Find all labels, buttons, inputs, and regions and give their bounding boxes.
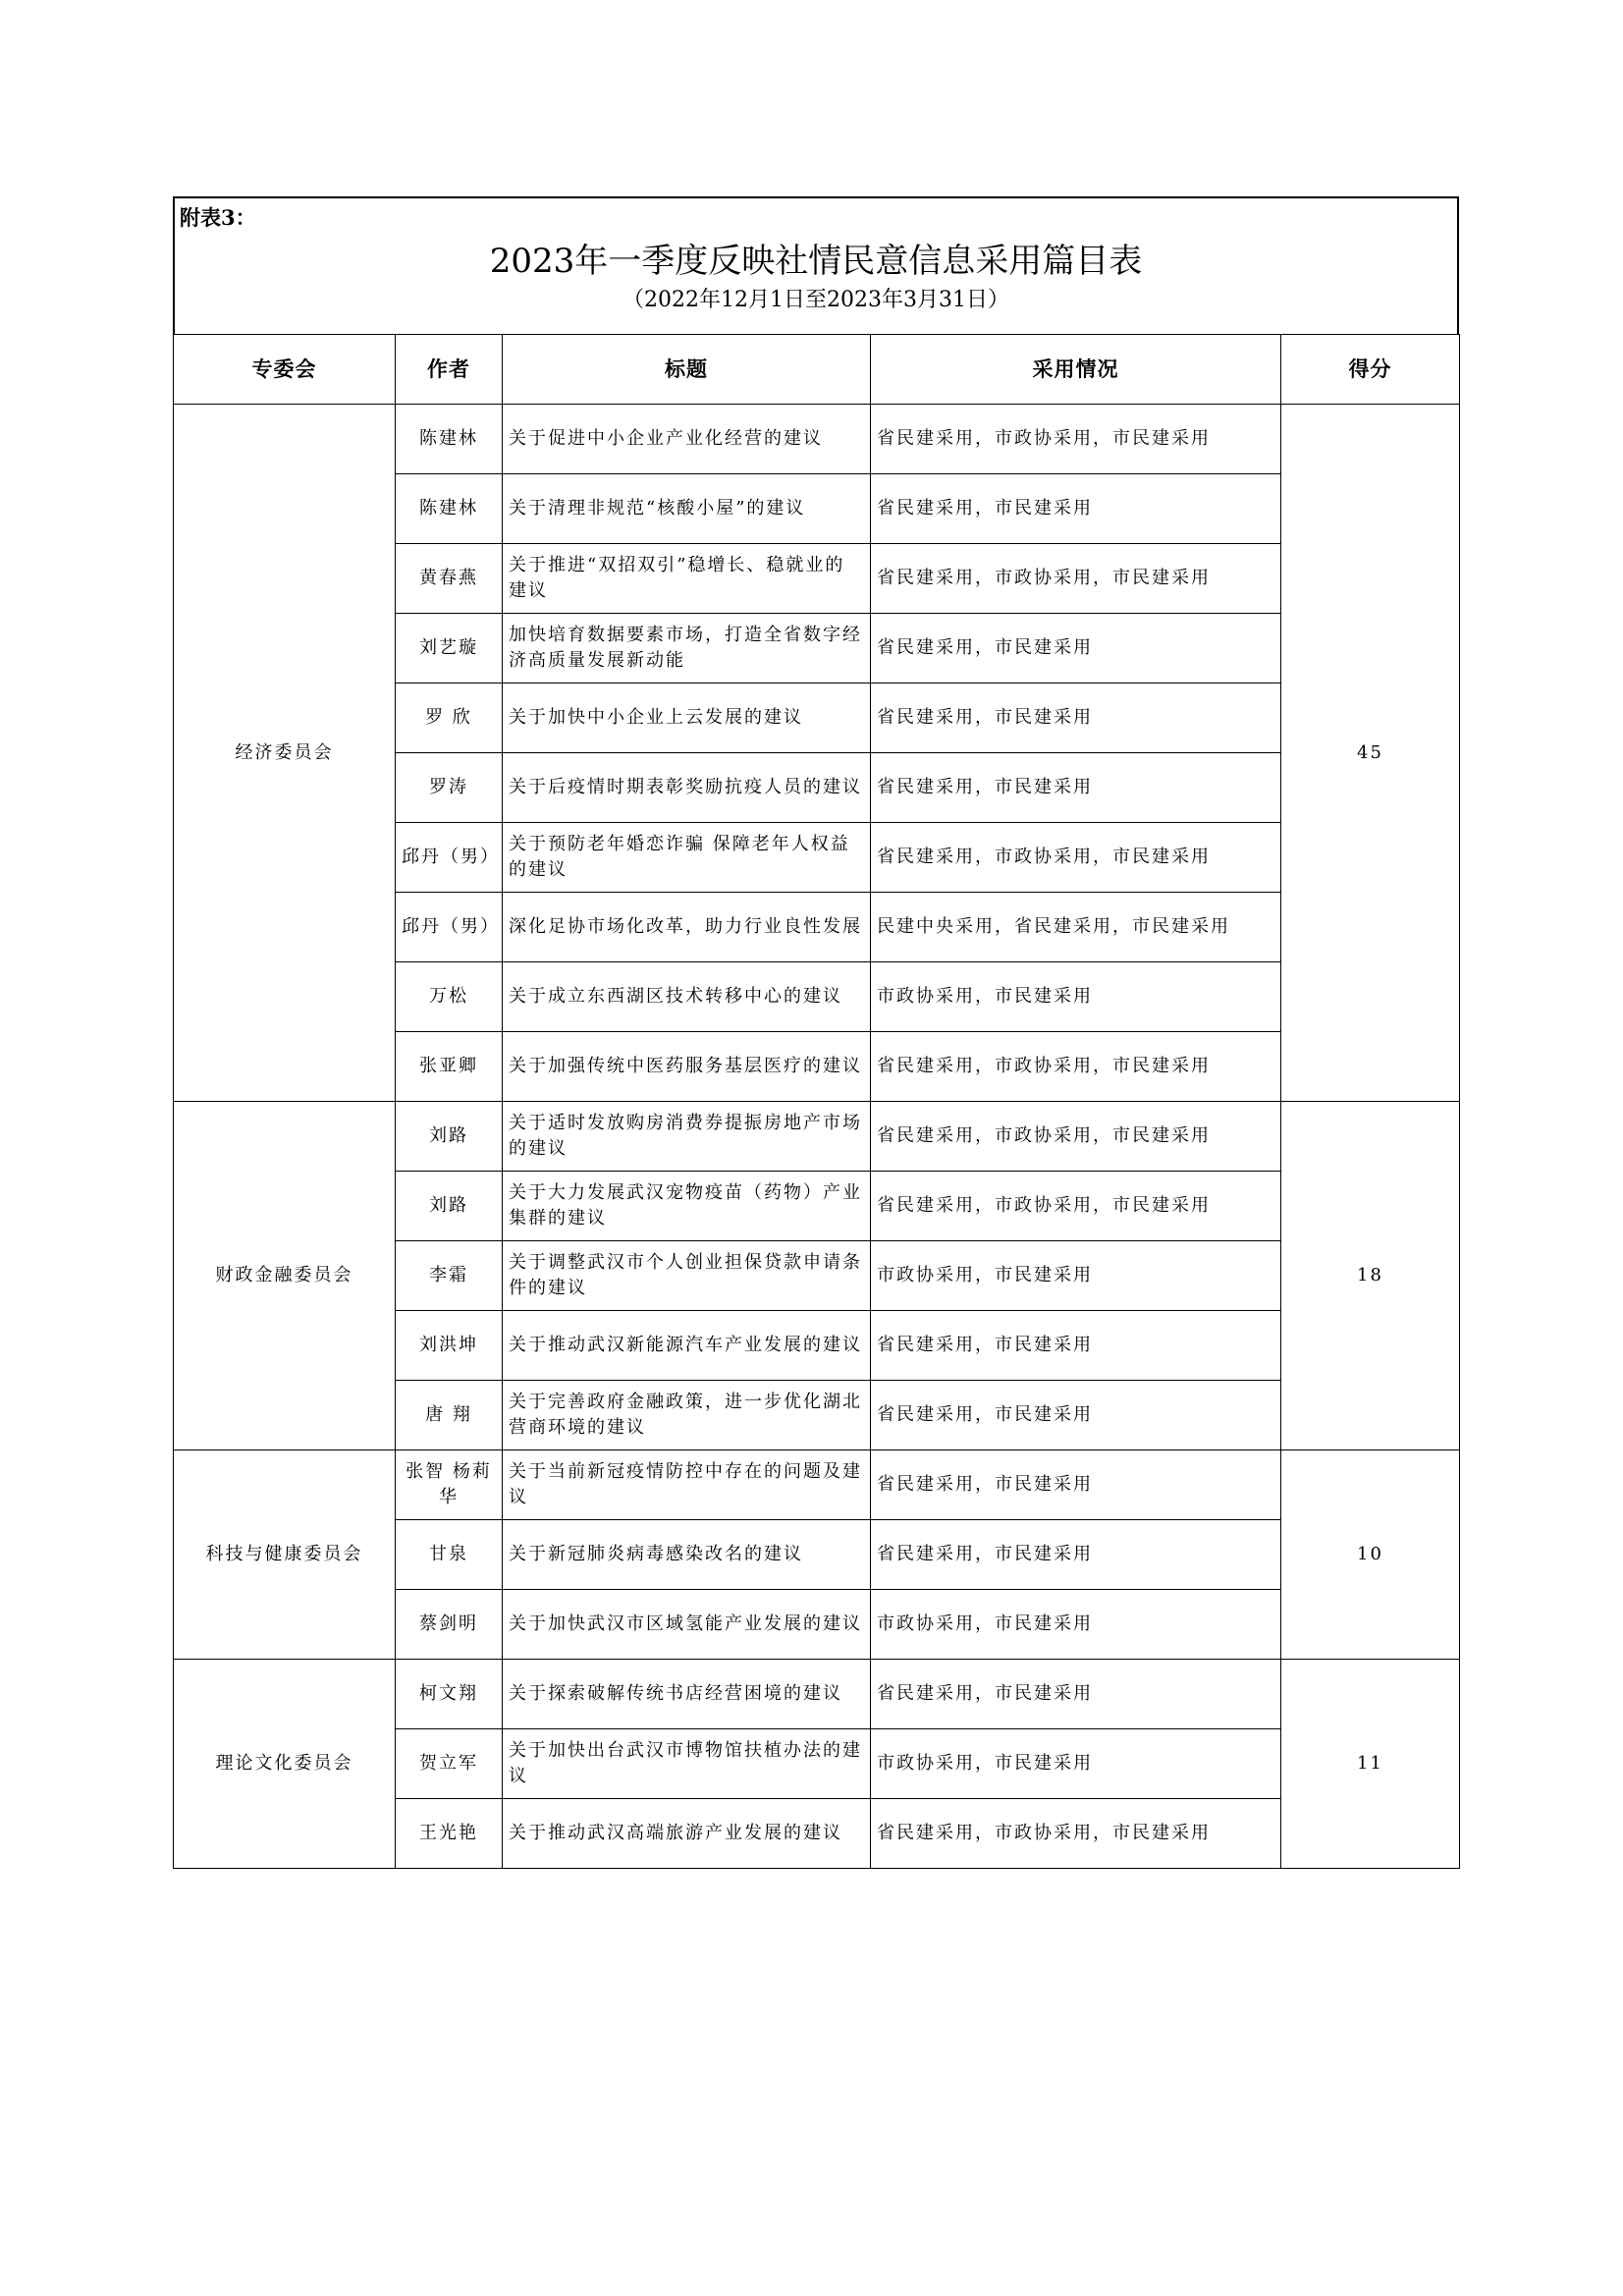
- title-cell: 关于加快武汉市区域氢能产业发展的建议: [503, 1590, 871, 1660]
- title-cell: 关于新冠肺炎病毒感染改名的建议: [503, 1520, 871, 1590]
- title-cell: 关于当前新冠疫情防控中存在的问题及建议: [503, 1450, 871, 1520]
- author-cell: 刘路: [396, 1102, 503, 1172]
- date-range-subtitle: （2022年12月1日至2023年3月31日）: [622, 288, 1009, 312]
- adoption-cell: 市政协采用，市民建采用: [871, 1590, 1281, 1660]
- table-body: [174, 405, 1460, 1869]
- score-cell: 10: [1281, 1450, 1460, 1660]
- adoption-cell: 省民建采用，市政协采用，市民建采用: [871, 544, 1281, 614]
- author-cell: 张亚卿: [396, 1032, 503, 1102]
- table-row: [174, 1450, 1460, 1520]
- title-cell: 深化足协市场化改革，助力行业良性发展: [503, 893, 871, 962]
- adoption-cell: 省民建采用，市民建采用: [871, 1381, 1281, 1450]
- score-cell: 45: [1281, 405, 1460, 1102]
- author-cell: 刘艺璇: [396, 614, 503, 683]
- author-cell: 邱丹（男）: [396, 823, 503, 893]
- adoption-table: [173, 334, 1460, 1869]
- title-cell: 关于后疫情时期表彰奖励抗疫人员的建议: [503, 753, 871, 823]
- title-cell: 加快培育数据要素市场，打造全省数字经济高质量发展新动能: [503, 614, 871, 683]
- committee-cell: 科技与健康委员会: [174, 1450, 396, 1660]
- adoption-cell: 省民建采用，市民建采用: [871, 683, 1281, 753]
- score-cell: 11: [1281, 1660, 1460, 1869]
- column-header-committee: 专委会: [174, 335, 396, 405]
- title-cell: 关于大力发展武汉宠物疫苗（药物）产业集群的建议: [503, 1172, 871, 1241]
- author-cell: 罗涛: [396, 753, 503, 823]
- table-row: [174, 1660, 1460, 1729]
- title-cell: 关于加强传统中医药服务基层医疗的建议: [503, 1032, 871, 1102]
- table-row: [174, 1102, 1460, 1172]
- title-cell: 关于促进中小企业产业化经营的建议: [503, 405, 871, 474]
- title-cell: 关于调整武汉市个人创业担保贷款申请条件的建议: [503, 1241, 871, 1311]
- adoption-cell: 省民建采用，市政协采用，市民建采用: [871, 1102, 1281, 1172]
- committee-cell: 财政金融委员会: [174, 1102, 396, 1450]
- title-cell: 关于成立东西湖区技术转移中心的建议: [503, 962, 871, 1032]
- document-sheet: [173, 196, 1459, 1869]
- author-cell: 贺立军: [396, 1729, 503, 1799]
- committee-cell: 理论文化委员会: [174, 1660, 396, 1869]
- table-row: [174, 405, 1460, 474]
- author-cell: 甘泉: [396, 1520, 503, 1590]
- column-header-row: [174, 335, 1460, 405]
- adoption-cell: 省民建采用，市政协采用，市民建采用: [871, 823, 1281, 893]
- adoption-cell: 民建中央采用，省民建采用，市民建采用: [871, 893, 1281, 962]
- title-cell: 关于清理非规范“核酸小屋”的建议: [503, 474, 871, 544]
- author-cell: 陈建林: [396, 474, 503, 544]
- adoption-cell: 省民建采用，市政协采用，市民建采用: [871, 405, 1281, 474]
- adoption-cell: 市政协采用，市民建采用: [871, 962, 1281, 1032]
- author-cell: 张智 杨莉华: [396, 1450, 503, 1520]
- author-cell: 刘洪坤: [396, 1311, 503, 1381]
- adoption-cell: 省民建采用，市政协采用，市民建采用: [871, 1172, 1281, 1241]
- adoption-cell: 省民建采用，市民建采用: [871, 753, 1281, 823]
- title-cell: 关于预防老年婚恋诈骗 保障老年人权益的建议: [503, 823, 871, 893]
- title-cell: 关于完善政府金融政策，进一步优化湖北营商环境的建议: [503, 1381, 871, 1450]
- author-cell: 柯文翔: [396, 1660, 503, 1729]
- column-header-score: 得分: [1281, 335, 1460, 405]
- adoption-cell: 省民建采用，市民建采用: [871, 614, 1281, 683]
- adoption-cell: 省民建采用，市政协采用，市民建采用: [871, 1799, 1281, 1869]
- adoption-cell: 省民建采用，市政协采用，市民建采用: [871, 1032, 1281, 1102]
- committee-cell: 经济委员会: [174, 405, 396, 1102]
- author-cell: 唐 翔: [396, 1381, 503, 1450]
- title-cell: 关于探索破解传统书店经营困境的建议: [503, 1660, 871, 1729]
- adoption-cell: 市政协采用，市民建采用: [871, 1241, 1281, 1311]
- adoption-cell: 省民建采用，市民建采用: [871, 1311, 1281, 1381]
- author-cell: 黄春燕: [396, 544, 503, 614]
- title-cell: 关于推进“双招双引”稳增长、稳就业的建议: [503, 544, 871, 614]
- author-cell: 王光艳: [396, 1799, 503, 1869]
- author-cell: 刘路: [396, 1172, 503, 1241]
- page-title: 2023年一季度反映社情民意信息采用篇目表: [489, 242, 1143, 281]
- adoption-cell: 省民建采用，市民建采用: [871, 1660, 1281, 1729]
- title-cell: 关于推动武汉高端旅游产业发展的建议: [503, 1799, 871, 1869]
- title-cell: 关于加快出台武汉市博物馆扶植办法的建议: [503, 1729, 871, 1799]
- author-cell: 蔡剑明: [396, 1590, 503, 1660]
- title-cell: 关于适时发放购房消费券提振房地产市场的建议: [503, 1102, 871, 1172]
- column-header-adoption: 采用情况: [871, 335, 1281, 405]
- author-cell: 万松: [396, 962, 503, 1032]
- adoption-cell: 省民建采用，市民建采用: [871, 1520, 1281, 1590]
- author-cell: 陈建林: [396, 405, 503, 474]
- score-cell: 18: [1281, 1102, 1460, 1450]
- table-header-box: [173, 196, 1459, 334]
- column-header-title: 标题: [503, 335, 871, 405]
- annex-label: 附表3：: [180, 205, 256, 230]
- title-cell: 关于加快中小企业上云发展的建议: [503, 683, 871, 753]
- author-cell: 李霜: [396, 1241, 503, 1311]
- adoption-cell: 省民建采用，市民建采用: [871, 474, 1281, 544]
- adoption-cell: 省民建采用，市民建采用: [871, 1450, 1281, 1520]
- author-cell: 罗 欣: [396, 683, 503, 753]
- adoption-cell: 市政协采用，市民建采用: [871, 1729, 1281, 1799]
- column-header-author: 作者: [396, 335, 503, 405]
- title-cell: 关于推动武汉新能源汽车产业发展的建议: [503, 1311, 871, 1381]
- author-cell: 邱丹（男）: [396, 893, 503, 962]
